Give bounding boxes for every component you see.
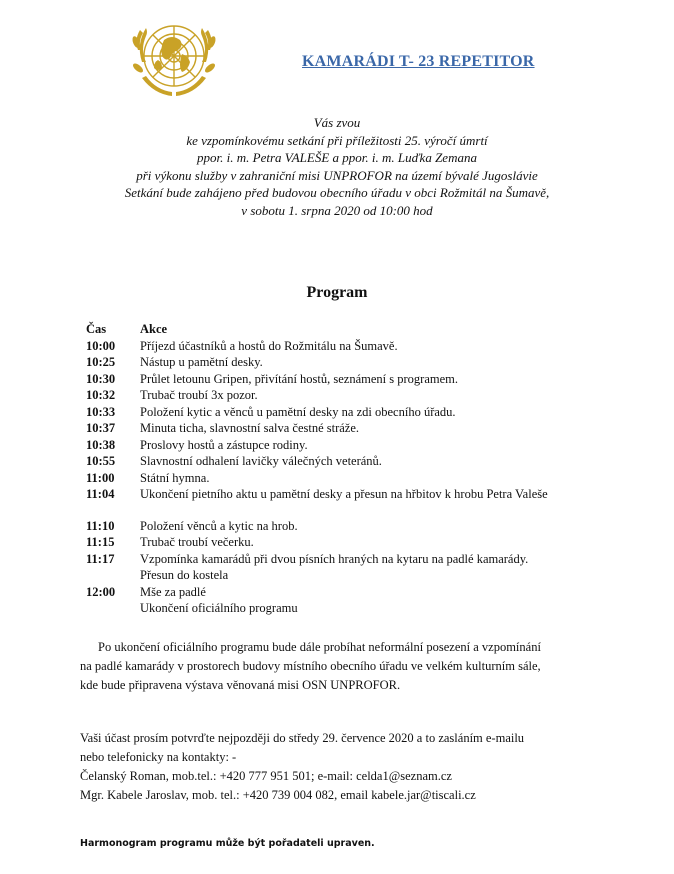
- contact-line: Mgr. Kabele Jaroslav, mob. tel.: +420 739 004 082, email kabele.jar@tiscali.cz: [80, 788, 476, 802]
- closing-line: Po ukončení oficiálního programu bude dále probíhat neformální posezení a vzpomínání: [98, 640, 541, 654]
- schedule-action: Trubač troubí 3x pozor.: [140, 388, 258, 402]
- schedule-row: [86, 371, 548, 388]
- schedule-action: Proslovy hostů a zástupce rodiny.: [140, 437, 308, 452]
- schedule-row: [86, 534, 548, 551]
- contact-line: Čelanský Roman, mob.tel.: +420 777 951 501; e-mail: celda1@seznam.cz: [80, 769, 452, 783]
- contact-section: [80, 729, 524, 805]
- schedule-action: Příjezd účastníků a hostů do Rožmitálu na Šumavě.: [140, 338, 398, 353]
- schedule-row: [86, 420, 548, 437]
- schedule-time: 10:25: [86, 355, 116, 369]
- document-title: KAMARÁDI T- 23 REPETITOR: [302, 53, 535, 70]
- schedule-time: 10:38: [86, 437, 116, 452]
- schedule-action: Položení věnců a kytic na hrob.: [140, 518, 298, 533]
- schedule-action: Přesun do kostela: [140, 568, 229, 582]
- schedule-action: Ukončení pietního aktu u pamětní desky a přesun na hřbitov k hrobu Petra Valeše: [140, 487, 548, 501]
- schedule-time: 10:33: [86, 404, 116, 419]
- schedule-time: 11:04: [86, 487, 115, 501]
- schedule-time: 10:00: [86, 338, 116, 353]
- schedule-header: [86, 321, 548, 338]
- schedule-action: Trubač troubí večerku.: [140, 535, 254, 549]
- program-schedule: [86, 321, 548, 617]
- schedule-row: [86, 404, 548, 421]
- schedule-time: 11:15: [86, 535, 115, 549]
- schedule-row: [86, 387, 548, 404]
- schedule-row: [86, 486, 548, 503]
- schedule-row: [86, 518, 548, 535]
- invitation-line: Vás zvou: [313, 115, 361, 130]
- schedule-action: Slavnostní odhalení lavičky válečných veteránů.: [140, 454, 382, 468]
- schedule-time: [86, 600, 140, 617]
- schedule-row: [86, 437, 548, 454]
- schedule-action: Nástup u pamětní desky.: [140, 355, 263, 369]
- schedule-action: Ukončení oficiálního programu: [140, 601, 298, 615]
- un-emblem-icon: [124, 10, 224, 110]
- schedule-time: 12:00: [86, 584, 116, 599]
- schedule-row: [86, 584, 548, 601]
- schedule-row: [86, 551, 548, 568]
- invitation-line: v sobotu 1. srpna 2020 od 10:00 hod: [241, 202, 433, 218]
- schedule-action: Státní hymna.: [140, 470, 210, 485]
- schedule-action: Vzpomínka kamarádů při dvou písních hraných na kytaru na padlé kamarády.: [140, 551, 529, 566]
- invitation-text: [0, 114, 674, 219]
- time-column-header: Čas: [86, 322, 107, 336]
- schedule-row: [86, 354, 548, 371]
- closing-line: na padlé kamarády v prostorech budovy místního obecního úřadu ve velkém kulturním sále,: [80, 659, 541, 673]
- closing-line: kde bude připravena výstava věnovaná misi OSN UNPROFOR.: [80, 678, 401, 692]
- schedule-action: Minuta ticha, slavnostní salva čestné stráže.: [140, 421, 360, 435]
- schedule-row: [86, 600, 548, 617]
- invitation-line: při výkonu služby v zahraniční misi UNPROFOR na území bývalé Jugoslávie: [136, 167, 538, 183]
- program-heading: Program: [306, 284, 368, 301]
- schedule-time: 11:10: [86, 518, 115, 533]
- schedule-time: 10:55: [86, 454, 116, 468]
- schedule-action: Položení kytic a věnců u pamětní desky na zdi obecního úřadu.: [140, 404, 456, 419]
- invitation-line: ppor. i. m. Petra VALEŠE a ppor. i. m. Luďka Zemana: [197, 150, 477, 165]
- invitation-line: Setkání bude zahájeno před budovou obecního úřadu v obci Rožmitál na Šumavě,: [124, 185, 550, 200]
- invitation-line: ke vzpomínkovému setkání při příležitosti 25. výročí úmrtí: [186, 132, 488, 148]
- schedule-time: 10:37: [86, 421, 116, 435]
- contact-line: Vaši účast prosím potvrďte nejpozději do středy 29. července 2020 a to zasláním e-mailu: [80, 731, 525, 745]
- schedule-row: [86, 567, 548, 584]
- schedule-time: 11:17: [86, 551, 115, 566]
- schedule-time: [86, 567, 140, 584]
- action-column-header: Akce: [140, 322, 168, 336]
- schedule-time: 10:30: [86, 371, 116, 386]
- schedule-row: [86, 338, 548, 355]
- closing-paragraph: [80, 638, 620, 695]
- footnote: Harmonogram programu může být pořadateli upraven.: [80, 838, 375, 849]
- schedule-time: 11:00: [86, 470, 115, 485]
- schedule-action: Průlet letounu Gripen, přivítání hostů, seznámení s programem.: [140, 371, 458, 386]
- schedule-action: Mše za padlé: [140, 584, 206, 599]
- schedule-row: [86, 470, 548, 487]
- schedule-row: [86, 453, 548, 470]
- schedule-time: 10:32: [86, 388, 116, 402]
- contact-line: nebo telefonicky na kontakty: -: [80, 750, 237, 764]
